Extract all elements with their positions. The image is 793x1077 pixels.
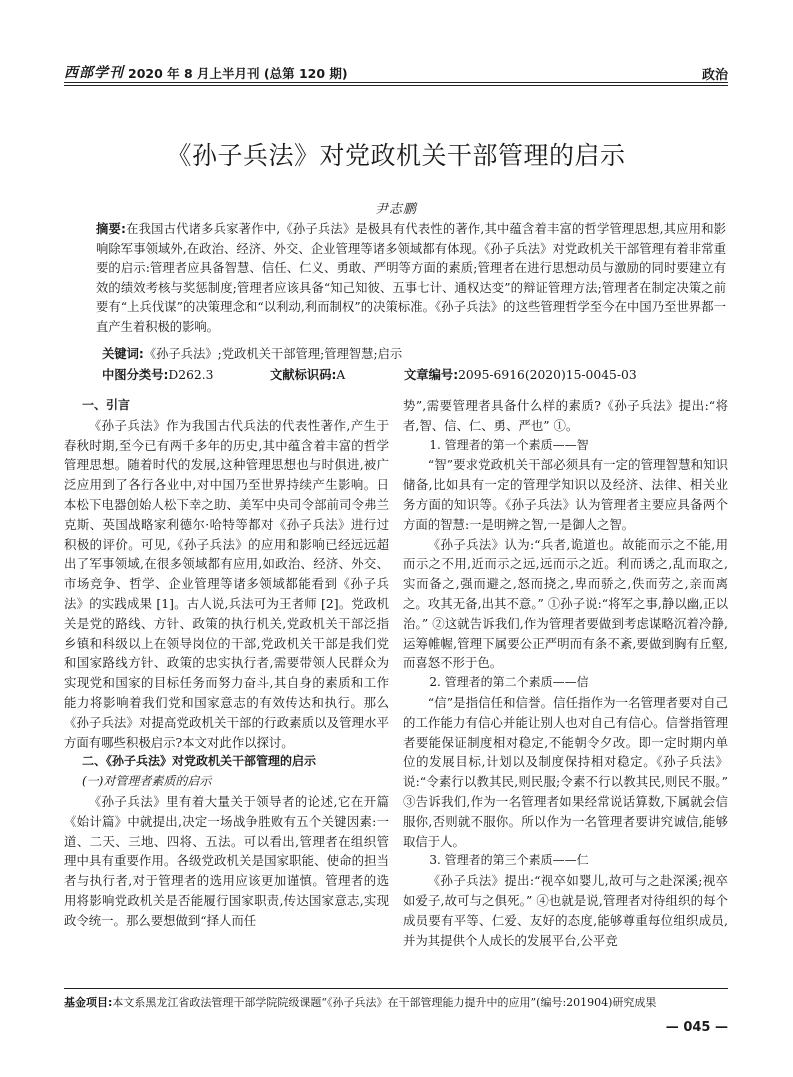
paragraph: “信”是指信任和信誉。信任指作为一名管理者要对自己的工作能力有信心并能让别人也对自己有信心。信誉指管理者要能保证制度相对稳定,不能朝令夕改。即一定时期内单位的发展目标,计划以及制度保持相对稳定。《孙子兵法》说:“令素行以教其民,则民服;令素不行以教其民,则民不服。” ③告诉我们,作为一名管理者如果经常说话算数,下属就会信服你,否则就不服你。所以作为一名管理者要讲究诚信,能够取信于人。 — [403, 694, 728, 849]
point-heading-2: 2. 管理者的第二个素质——信 — [429, 675, 589, 690]
paragraph: 《孙子兵法》里有着大量关于领导者的论述,它在开篇《始计篇》中就提出,决定一场战争胜败有五个关键因素:一道、二天、三地、四将、五法。可以看出,管理者在组织管理中具有重要作用。各级党政机关是国家职能、使命的担当者与执行者,对于管理者的选用应该更加谨慎。管理者的选用将影响党政机关是否能履行国家职责,传达国家意志,实现政令统一。那么要想做到“择人而任 — [64, 793, 389, 928]
issue-info: 2020 年 8 月上半月刊 (总第 120 期) — [128, 66, 348, 81]
abstract-label: 摘要: — [96, 222, 126, 236]
abstract — [96, 220, 726, 338]
section-heading-two: 二、《孙子兵法》对党政机关干部管理的启示 — [82, 754, 317, 769]
footnote-rule — [64, 988, 728, 989]
article-no-label: 文章编号: — [404, 368, 459, 382]
subsection-heading: (一)对管理者素质的启示 — [82, 774, 212, 789]
header-rule-thin — [64, 85, 728, 86]
header-rule — [64, 82, 728, 83]
journal-logo: 西部学刊 — [64, 65, 124, 81]
running-header — [64, 60, 728, 82]
fund-text: 本文系黑龙江省政法管理干部学院院级课题“《孙子兵法》在干部管理能力提升中的应用”(编号:201904)研究成果 — [112, 996, 657, 1009]
paragraph-continued: 势”,需要管理者具备什么样的素质?《孙子兵法》提出:“将者,智、信、仁、勇、严也” ①。 — [403, 398, 728, 433]
paragraph: 《孙子兵法》认为:“兵者,诡道也。故能而示之不能,用而示之不用,近而示之远,远而示之近。利而诱之,乱而取之,实而备之,强而避之,怒而挠之,卑而骄之,佚而劳之,亲而离之。攻其无备,出其不意。” ①孙子说:“将军之事,静以幽,正以治。” ②这就告诉我们,作为管理者要做到考虑谋略沉着冷静,运筹帷幄,管理下属要公正严明而有条不紊,要做到胸有丘壑,而喜怒不形于色。 — [403, 536, 728, 671]
paragraph: “智”要求党政机关干部必须具有一定的管理智慧和知识储备,比如具有一定的管理学知识以及经济、法律、相关业务方面的知识等。《孙子兵法》认为管理者主要应具备两个方面的智慧:一是明辨之智,一是御人之智。 — [403, 457, 728, 532]
doc-code-value: A — [336, 368, 346, 382]
left-column — [64, 396, 389, 931]
fund-note — [64, 994, 728, 1010]
doc-code-label: 文献标识码: — [270, 368, 337, 382]
article-number — [404, 365, 637, 383]
article-title: 《孙子兵法》对党政机关干部管理的启示 — [166, 141, 626, 170]
point-heading-1: 1. 管理者的第一个素质——智 — [429, 437, 589, 452]
fund-label: 基金项目: — [64, 996, 113, 1009]
paragraph: 《孙子兵法》提出:“视卒如婴儿,故可与之赴深溪;视卒如爱子,故可与之俱死。” ④也就是说,管理者对待组织的每个成员要有平等、仁爱、友好的态度,能够尊重每位组织成员,并为其提供个人成长的发展平台,公平竞 — [403, 873, 728, 948]
point-heading-3: 3. 管理者的第三个素质——仁 — [429, 853, 589, 868]
article-author: 尹志鹏 — [374, 202, 417, 217]
paragraph: 《孙子兵法》作为我国古代兵法的代表性著作,产生于春秋时期,至今已有两千多年的历史,其中蕴含着丰富的哲学管理思想。随着时代的发展,这种管理思想也与时俱进,被广泛应用到了各行各业中,对中国乃至世界持续产生影响。日本松下电器创始人松下幸之助、美军中央司令部前司令弗兰克斯、英国战略家利德尔·哈特等都对《孙子兵法》进行过积极的评价。可见,《孙子兵法》的应用和影响已经远远超出了军事领域,在很多领域都有应用,如政治、经济、外交、市场竞争、哲学、企业管理等诸多领域都能看到《孙子兵法》的实践成果 [1]。古人说,兵法可为王者师 [2]。党政机关是党的路线、方针、政策的执行机关,党政机关干部泛指乡镇和科级以上在领导岗位的干部,党政机关干部是我们党和国家路线方针、政策的忠实执行者,需要带领人民群众为实现党和国家的目标任务而努力奋斗,其自身的素质和工作能力将影响着我们党和国家意志的有效传达和执行。那么《孙子兵法》对提高党政机关干部的行政素质以及管理水平方面有哪些积极启示?本文对此作以探讨。 — [64, 417, 389, 750]
keywords — [102, 344, 402, 362]
article-no-value: 2095-6916(2020)15-0045-03 — [458, 368, 637, 382]
abstract-text: 在我国古代诸多兵家著作中,《孙子兵法》是极具有代表性的著作,其中蕴含着丰富的哲学管理思想,其应用和影响除军事领域外,在政治、经济、外交、企业管理等诸多领域都有体现。《孙子兵法》对党政机关干部管理有着非常重要的启示:管理者应具备智慧、信任、仁义、勇敢、严明等方面的素质;管理者在进行思想动员与激励的同时要建立有效的绩效考核与奖惩制度;管理者应该具备“知己知彼、五事七计、通权达变”的辩证管理方法;管理者在制定决策之前要有“上兵伐谋”的决策理念和“以利动,利而制权”的决策标准。《孙子兵法》的这些管理哲学至今在中国乃至世界都一直产生着积极的影响。 — [96, 222, 727, 334]
section-heading-intro: 一、引言 — [82, 398, 131, 412]
document-code — [270, 365, 345, 383]
right-column — [403, 396, 728, 950]
clc-value: D262.3 — [168, 368, 214, 382]
keywords-label: 关键词: — [102, 347, 144, 361]
page-number: — 045 — — [665, 1020, 728, 1035]
clc-label: 中图分类号: — [102, 368, 169, 382]
section-label: 政治 — [701, 68, 728, 83]
keywords-text: 《孙子兵法》;党政机关干部管理;管理智慧;启示 — [143, 347, 403, 361]
clc-number — [102, 365, 213, 383]
